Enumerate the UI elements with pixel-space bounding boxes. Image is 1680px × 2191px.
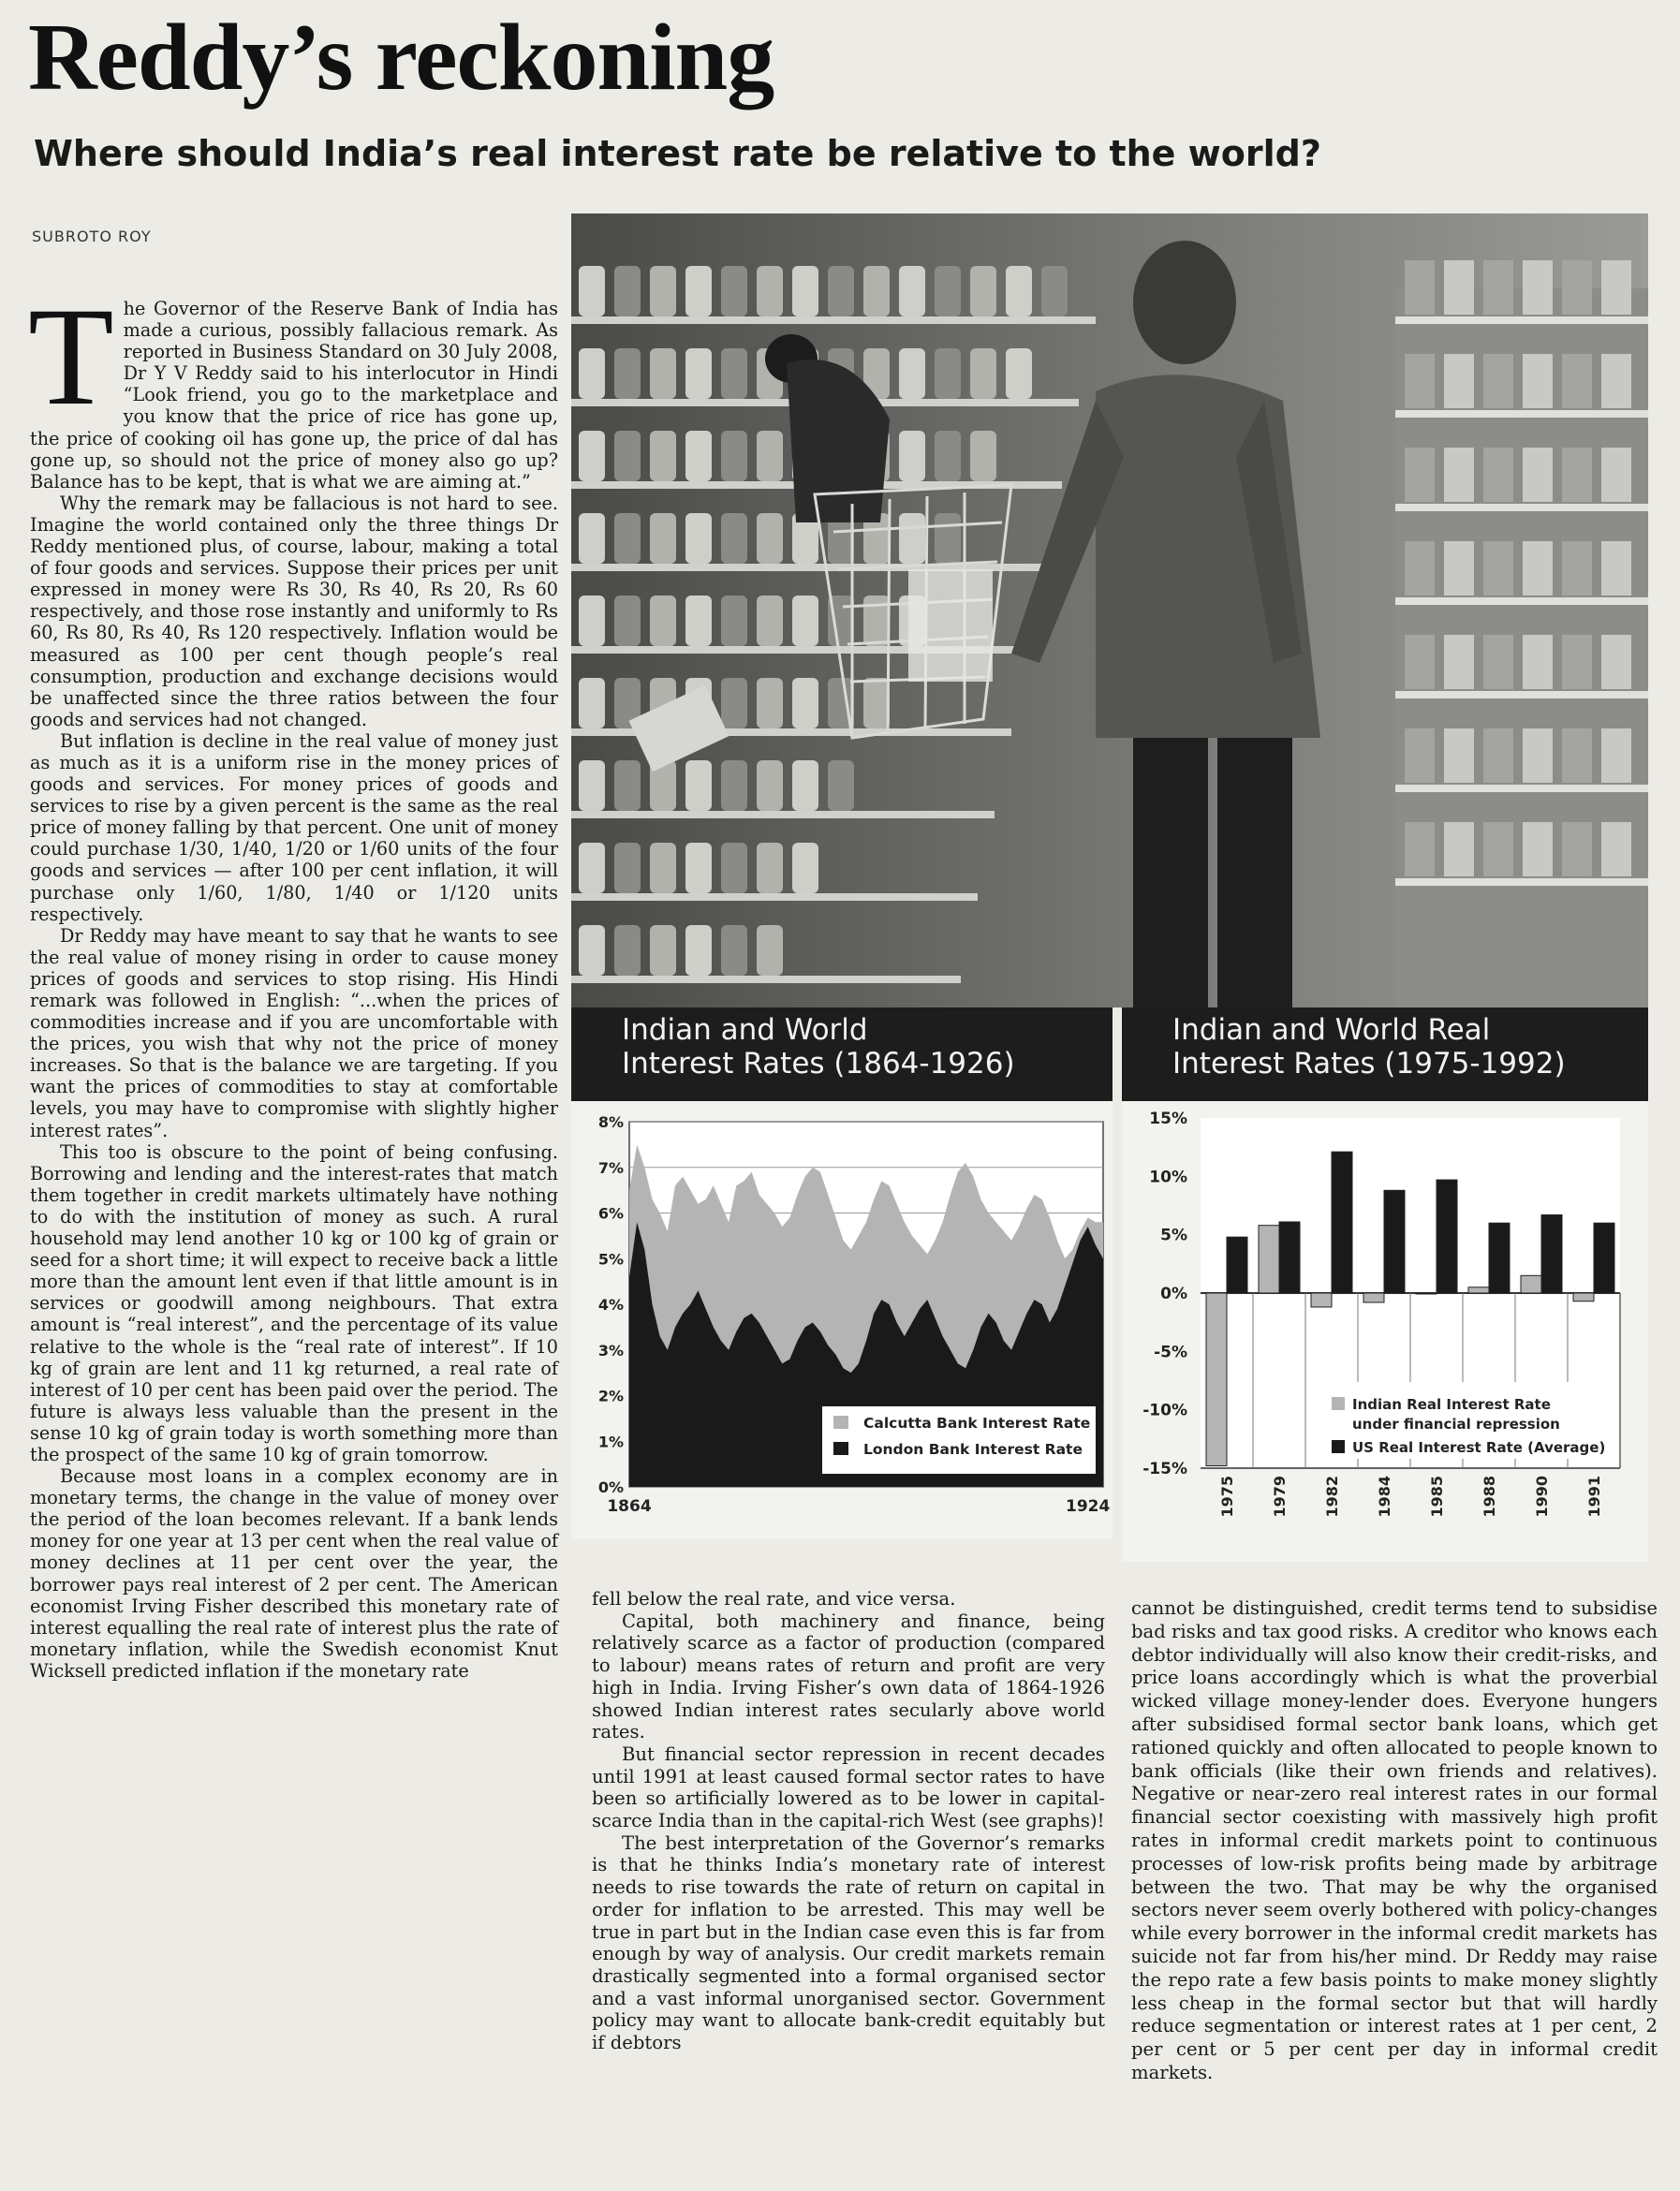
bar-1984-series-1 (1363, 1293, 1384, 1302)
x-tick-label: 1984 (1376, 1476, 1393, 1518)
y-tick-label: 2% (597, 1387, 624, 1405)
legend-label: London Bank Interest Rate (863, 1441, 1083, 1458)
bar-1975-series-2 (1227, 1237, 1247, 1293)
paragraph-2: Why the remark may be fallacious is not hard to see. Imagine the world contained only the three things Dr Reddy mentioned plus, of course, labour, making a total of four goods and services. Suppose their prices per unit expressed in money were Rs 30, Rs 40, Rs 20, Rs 60 respectively, and those rose instantly and uniformly to Rs 60, Rs 80, Rs 40, Rs 120 respectively. Inflation would be measured as 100 per cent though people’s real consumption, production and exchange decisions would be unaffected since the three ratios between the four goods and services had not changed. (30, 492, 558, 730)
paragraph-5: This too is obscure to the point of being confusing. Borrowing and lending and the interest-rates that match them together in credit markets ultimately have nothing to do with the institution of money as such. A rural household may lend another 10 kg or 100 kg of grain or seed for a short time; it will expect to receive back a little more than the amount lent even if that little amount is in services or goodwill among neighbours. That extra amount is “real interest”, and the percentage of its value relative to the whole is the “real rate of interest”. If 10 kg of grain are lent and 11 kg returned, a real rate of interest of 10 per cent has been paid over the period. The future is always less valuable than the present in the sense 10 kg of grain today is worth something more than the prospect of the same 10 kg of grain tomorrow. (30, 1140, 558, 1465)
x-tick-label: 1979 (1271, 1476, 1289, 1518)
legend-swatch (833, 1416, 848, 1429)
chart-title-line-2: Interest Rates (1975-1992) (1172, 1047, 1566, 1081)
interest-rates-area-chart (571, 1101, 1113, 1539)
y-tick-label: 5% (597, 1250, 624, 1269)
chart-title-line-1: Indian and World Real (1172, 1013, 1491, 1047)
article-headline: Reddy’s reckoning (28, 5, 774, 110)
chart-2-title (1122, 1007, 1648, 1101)
y-tick-label: 6% (597, 1204, 624, 1223)
chart-legend (822, 1406, 1096, 1474)
bar-1988-series-1 (1468, 1287, 1489, 1293)
bar-1985-series-2 (1437, 1180, 1457, 1293)
paragraph-1: The Governor of the Reserve Bank of India has made a curious, possibly fallacious remark. As reported in Business Standard on 30 July 2008, Dr Y V Reddy said to his interlocutor in Hindi “Look friend, you go to the marketplace and you know that the price of rice has gone up, the price of cooking oil has gone up, the price of dal has gone up, so should not the price of money also go up? Balance has to be kept, that is what we are aiming at.” (28, 279, 558, 493)
drop-cap: T (28, 279, 114, 434)
y-tick-label: 5% (1160, 1226, 1187, 1245)
body-column-1 (28, 279, 558, 1682)
bar-1990-series-2 (1541, 1214, 1562, 1293)
legend-label: Calcutta Bank Interest Rate (863, 1415, 1091, 1432)
y-tick-label: 0% (597, 1478, 624, 1496)
bar-1988-series-2 (1489, 1223, 1510, 1293)
y-tick-label: -15% (1142, 1460, 1187, 1478)
paragraph-6: Because most loans in a complex economy are in monetary terms, the change in the value of money over the period of the loan becomes relevant. If a bank lends money for one year at 13 per cent when the real value of money declines at 11 per cent over the year, the borrower pays real interest of 2 per cent. The American economist Irving Fisher described this monetary rate of interest equalling the real rate of interest plus the rate of monetary inflation, while the Swedish economist Knut Wicksell predicted inflation if the monetary rate (30, 1465, 558, 1682)
bar-1990-series-1 (1521, 1275, 1541, 1293)
paragraph-3: But inflation is decline in the real value of money just as much as it is a uniform rise in the money prices of goods and services. For money prices of goods and services to rise by a given percent is the same as the real price of money falling by that percent. One unit of money could purchase 1/30, 1/40, 1/20 or 1/60 units of the four goods and services — after 100 per cent inflation, it will purchase only 1/60, 1/80, 1/40 or 1/120 units respectively. (30, 729, 558, 925)
y-tick-label: 10% (1149, 1168, 1187, 1187)
y-tick-label: 8% (597, 1113, 624, 1131)
legend-swatch (833, 1442, 848, 1455)
paragraph-8: Capital, both machinery and finance, being relatively scarce as a factor of production (compared to labour) means rates of return and profit are very high in India. Irving Fisher’s own data of 1864-1926 showed Indian interest rates secularly above world rates. (592, 1610, 1105, 1743)
y-tick-label: 4% (597, 1296, 624, 1314)
legend-swatch (1332, 1440, 1345, 1453)
x-tick-label: 1985 (1428, 1476, 1446, 1518)
y-tick-label: 15% (1149, 1110, 1187, 1128)
x-tick-label: 1864 (607, 1497, 652, 1516)
bar-1985-series-1 (1416, 1293, 1437, 1294)
bar-1991-series-2 (1594, 1223, 1614, 1293)
real-interest-rates-bar-chart (1122, 1101, 1648, 1562)
x-tick-label: 1975 (1218, 1476, 1236, 1518)
bar-1982-series-2 (1332, 1152, 1352, 1293)
bar-1984-series-2 (1384, 1190, 1405, 1293)
body-column-2 (592, 1588, 1105, 2054)
chart-1-title (571, 1007, 1113, 1101)
paragraph-7: fell below the real rate, and vice versa. (592, 1588, 956, 1610)
paragraph-11: cannot be distinguished, credit terms tend to subsidise bad risks and tax good risks. A creditor who knows each debtor individually will also know their credit-risks, and price loans accordingly which is what the proverbial wicked village money-lender does. Everyone hungers after subsidised formal sector bank loans, which get rationed quickly and often allocated to people known to bank officials (like their own friends and relatives). Negative or near-zero real interest rates in our formal financial sector coexisting with massively high profit rates in informal credit markets point to continuous processes of low-risk profits being made by arbitrage between the two. That may be why the organised sectors never seem overly bothered with policy-changes while every borrower in the informal credit markets has suicide not far from his/her mind. Dr Reddy may raise the repo rate a few basis points to make money slightly less cheap in the formal sector but that will hardly reduce segmentation or interest rates at 1 per cent, 2 per cent or 5 per cent per day in informal credit markets. (1131, 1597, 1658, 2083)
legend-label-cont: under financial repression (1352, 1416, 1560, 1433)
paragraph-4: Dr Reddy may have meant to say that he wants to see the real value of money rising in order to cause money prices of goods and services to stop rising. His Hindi remark was followed in English: “...when the prices of commodities increase and if you are uncomfortable with the prices, you wish that why not the price of money increases. So that is the balance we are targeting. If you want the prices of commodities to stay at comfortable levels, you may have to compromise with slightly higher interest rates”. (30, 924, 558, 1141)
y-tick-label: 1% (597, 1433, 624, 1451)
bar-1979-series-2 (1279, 1222, 1300, 1293)
legend-swatch (1332, 1397, 1345, 1410)
paragraph-9: But financial sector repression in recent decades until 1991 at least caused formal sector rates to have been so artificially lowered as to be lower in capital-scarce India than in the capital-rich West (see graphs)! (592, 1743, 1105, 1832)
byline: SUBROTO ROY (32, 228, 152, 245)
x-tick-label: 1991 (1585, 1476, 1603, 1518)
y-tick-label: 3% (597, 1341, 624, 1360)
legend-label: Indian Real Interest Rate (1352, 1396, 1551, 1413)
x-tick-label: 1990 (1533, 1476, 1551, 1518)
article-subheadline: Where should India’s real interest rate be relative to the world? (34, 133, 1321, 174)
legend-label: US Real Interest Rate (Average) (1352, 1439, 1606, 1456)
y-tick-label: 0% (1160, 1285, 1187, 1303)
x-tick-label: 1982 (1323, 1476, 1341, 1518)
y-tick-label: -10% (1142, 1401, 1187, 1420)
chart-title-line-2: Interest Rates (1864-1926) (622, 1047, 1015, 1081)
body-column-3 (1131, 1597, 1658, 2085)
x-tick-label: 1988 (1481, 1476, 1498, 1518)
chart-legend (1320, 1382, 1616, 1459)
bar-1979-series-1 (1259, 1226, 1279, 1293)
chart-title-line-1: Indian and World (622, 1013, 868, 1047)
bar-1982-series-1 (1311, 1293, 1332, 1307)
bar-1991-series-1 (1573, 1293, 1594, 1301)
supermarket-photo (571, 213, 1648, 1007)
paragraph-10: The best interpretation of the Governor’s remarks is that he thinks India’s monetary rate of interest needs to rise towards the rate of return on capital in order for inflation to be arrested. This may well be true in part but in the Indian case even this is far from enough by way of analysis. Our credit markets remain drastically segmented into a formal organised sector and a vast informal unorganised sector. Government policy may want to allocate bank-credit equitably but if debtors (592, 1831, 1105, 2054)
bar-1975-series-1 (1206, 1293, 1227, 1466)
y-tick-label: 7% (597, 1158, 624, 1177)
x-tick-label: 1924 (1066, 1497, 1111, 1516)
y-tick-label: -5% (1154, 1343, 1187, 1362)
